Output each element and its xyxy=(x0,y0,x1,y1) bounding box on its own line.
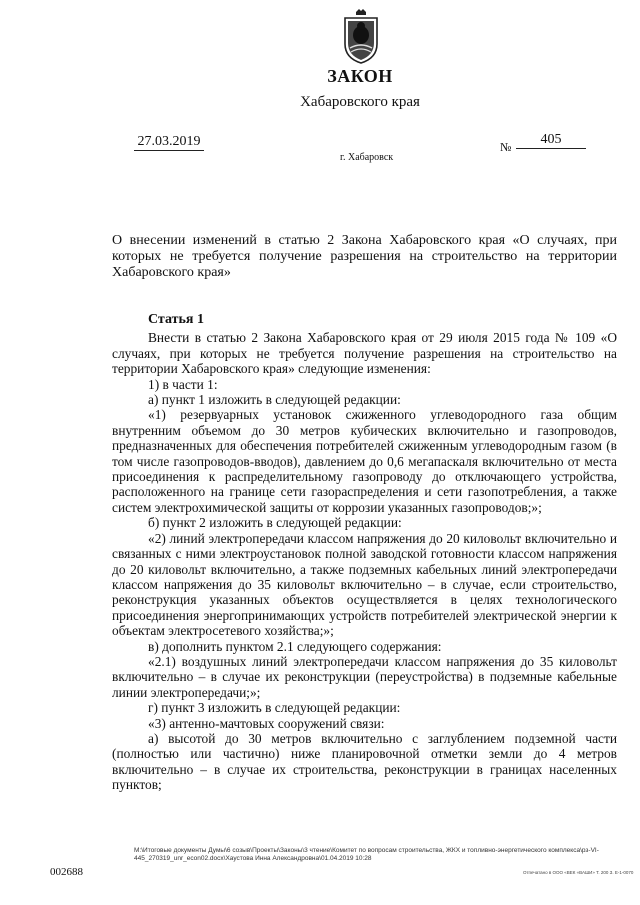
paragraph: а) высотой до 30 метров включительно с заглублением подземной части (полностью или частично) ниже планировочной отметки земли до 4 метров включительно – в случае их строительства, реконструкции в границах населенных пунктов; xyxy=(112,730,617,793)
law-title: ЗАКОН xyxy=(327,66,393,86)
paragraph: б) пункт 2 изложить в следующей редакции: xyxy=(148,515,402,531)
law-number: 405 xyxy=(516,132,586,149)
paragraph: «1) резервуарных установок сжиженного углеводородного газа общим внутренним объемом до 30 метров кубических включительно и газопроводов, предназначенных для обеспечения потребителей сжиженным углеводородным газом (в том числе газопроводов-вводов), давлением до 0,6 мегапаскаля включительно от места присоединения к распределительному газопроводу до отключающего устройства, расположенного на границе сети газораспределения и сети газопотребления, а также систем электрохимической защиты от коррозии указанных газопроводов;»; xyxy=(112,407,617,515)
law-subtitle: Хабаровского края xyxy=(300,94,420,110)
paragraph: г) пункт 3 изложить в следующей редакции: xyxy=(148,700,401,716)
paragraph: «2.1) воздушных линий электропередачи классом напряжения до 35 киловольт включительно – в случае их реконструкции (переустройства) в подземные кабельные линии электропередачи;»; xyxy=(112,653,617,700)
paragraph: Внести в статью 2 Закона Хабаровского края от 29 июля 2015 года № 109 «О случаях, при которых не требуется получение разрешения на строительство на территории Хабаровского края» следующие изменения: xyxy=(112,330,617,377)
paragraph: а) пункт 1 изложить в следующей редакции: xyxy=(148,392,401,408)
footer-print-note: Отпечатано в ООО «ВЕК «ВАШИ» Т. 200 З. Е-1-0070 xyxy=(523,870,634,875)
footer-document-code: 002688 xyxy=(50,866,83,878)
paragraph: в) дополнить пунктом 2.1 следующего содержания: xyxy=(148,638,442,654)
paragraph: «2) линий электропередачи классом напряжения до 20 киловольт включительно и связанных с ними электроустановок полной заводской готовности классом напряжения до 20 киловольт включительно, а также подземных кабельных линий электропередачи классом напряжения до 35 киловольт включительно – в случае, если строительство, реконструкция указанных объектов осуществляется в целях технологического присоединения энергопринимающих устройств потребителей электрической энергии к объектам электросетевого хозяйства;»; xyxy=(112,530,617,639)
paragraph: 1) в части 1: xyxy=(148,376,218,392)
footer-file-path: М:\Итоговые документы Думы\6 созыв\Проекты\Законы\3 чтение\Комитет по вопросам строительства, ЖКХ и топливно-энергетического комплекса\рз-VI-445_270319_unr_econ02.docx\Хаустова Инна Александровна\01.04.2019 10:28 xyxy=(134,847,599,862)
city-name: г. Хабаровск xyxy=(340,152,394,163)
law-date: 27.03.2019 xyxy=(134,134,204,151)
number-sign: № xyxy=(500,140,512,154)
paragraph: «3) антенно-мачтовых сооружений связи: xyxy=(148,715,385,731)
coat-of-arms-emblem xyxy=(342,8,380,64)
document-heading: О внесении изменений в статью 2 Закона Хабаровского края «О случаях, при которых не требуется получение разрешения на строительство на территории Хабаровского края» xyxy=(112,233,617,280)
article-title: Статья 1 xyxy=(148,312,204,327)
document-body xyxy=(112,312,617,793)
